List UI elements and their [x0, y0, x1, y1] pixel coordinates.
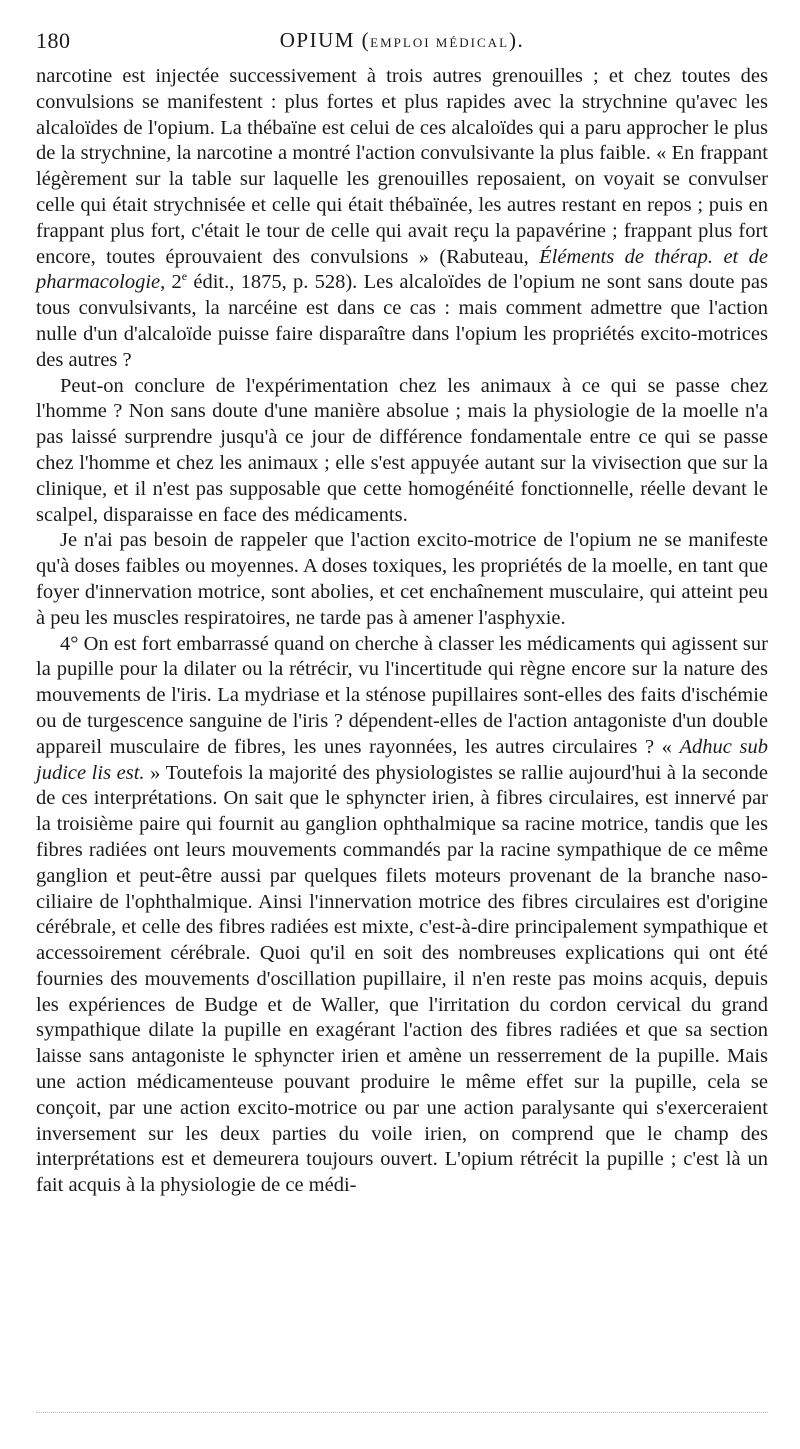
paragraph — [36, 64, 768, 374]
paragraph — [36, 374, 768, 529]
text-run: édit., 1875, p. 528). Les alcaloïdes de l'opium ne sont sans doute pas tous convulsivants, la narcéine est dans ce cas : mais comment admettre que l'action nulle d'un d'alcaloïde puisse faire disparaître dans l'opium les propriétés excito-motrices des autres ? — [36, 271, 769, 371]
text-run: e — [181, 269, 188, 284]
body-text — [36, 64, 768, 1199]
page-number: 180 — [36, 28, 71, 53]
text-run: Peut-on conclure de l'expérimentation chez les animaux à ce qui se passe chez l'homme ? Non sans doute d'une manière absolue ; mais la physiologie de la moelle n'a pas laissé surprendre jusqu'à ce jour de différence fondamentale entre ce qui se passe chez l'homme et chez les animaux ; elle s'est appuyée autant sur la vivisection que sur la clinique, et il n'est pas supposable que cette homogénéité fonctionnelle, réelle devant le scalpel, disparaisse en face des médicaments. — [36, 374, 768, 526]
text-run: Je n'ai pas besoin de rappeler que l'action excito-motrice de l'opium ne se manifeste qu'à doses faibles ou moyennes. A doses toxiques, les propriétés de la moelle, en tant que foyer d'innervation motrice, sont abolies, et cet enchaînement musculaire, qui atteint peu à peu les muscles respiratoires, ne tarde pas à amener l'asphyxie. — [36, 529, 768, 629]
text-run: narcotine est injectée successivement à trois autres grenouilles ; et chez toutes des convulsions se manifestent : plus fortes et plus rapides avec la strychnine qu'avec les alcaloïdes de l'opium. La thébaïne est celui de ces alcaloïdes qui a paru approcher le plus de la strychnine, la narcotine a montré l'action convulsivante la plus faible. « En frappant légèrement sur la table sur laquelle les grenouilles reposaient, on voyait se convulser celle qui était strychnisée et celle qui était thébaïnée, les autres restant en repos ; puis en frappant plus fort, c'était le tour de celle qui avait reçu la papavérine ; frappant plus fort encore, toutes éprouvaient des convulsions » (Rabuteau, — [36, 65, 768, 268]
running-head — [36, 28, 768, 53]
text-run: 4° On est fort embarrassé quand on cherche à classer les médicaments qui agissent sur la pupille pour la dilater ou la rétrécir, vu l'incertitude qui règne encore sur la nature des mouvements de l'iris. La mydriase et la sténose pupillaires sont-elles des faits d'ischémie ou de turgescence sanguine de l'iris ? dépendent-elles de l'action antagoniste d'un double appareil musculaire de fibres, les unes rayonnées, les autres circulaires ? « — [36, 632, 768, 758]
italic-text-run: Éléments de thérap. et de pharmacologie — [36, 245, 768, 294]
paragraph — [36, 632, 768, 1200]
document-page — [36, 28, 768, 1199]
paragraph — [36, 528, 768, 631]
text-run: , 2 — [160, 271, 182, 294]
running-head-close: ). — [509, 28, 525, 52]
page-header — [36, 28, 768, 58]
text-run: » Toutefois la majorité des physiologistes se rallie aujourd'hui à la seconde de ces interprétations. On sait que le sphyncter irien, à fibres circulaires, est innervé par la troisième paire qui fournit au ganglion ophthalmique sa racine motrice, tandis que les fibres radiées ont leurs mouvements commandés par la racine sympathique de ce même ganglion et peut-être aussi par quelques filets moteurs provenant de la branche naso-ciliaire de l'ophthalmique. Ainsi l'innervation motrice des fibres circulaires est d'origine cérébrale, et celle des fibres radiées est mixte, c'est-à-dire principalement sympathique et accessoirement cérébrale. Quoi qu'il en soit des nombreuses explications qui ont été fournies des mouvements d'oscillation pupillaire, il n'en reste pas moins acquis, depuis les expériences de Budge et de Waller, que l'irritation du cordon cervical du grand sympathique dilate la pupille en exagérant l'action des fibres radiées et que sa section laisse sans antagoniste le sphyncter irien et amène un resserrement de la pupille. Mais une action médicamenteuse pouvant produire le même effet sur la pupille, cela se conçoit, par une action excito-motrice ou par une action paralysante qui s'exerceraient inversement sur les deux parties du voile irien, on comprend que le champ des interprétations est et demeurera toujours ouvert. L'opium rétrécit la pupille ; c'est là un fait acquis à la physiologie de ce médi- — [36, 761, 769, 1197]
footer-rule — [36, 1412, 768, 1413]
running-head-subtitle: EMPLOI MÉDICAL — [370, 35, 510, 50]
running-head-title: OPIUM ( — [279, 28, 371, 52]
italic-text-run: Adhuc sub judice lis est. — [36, 735, 768, 784]
